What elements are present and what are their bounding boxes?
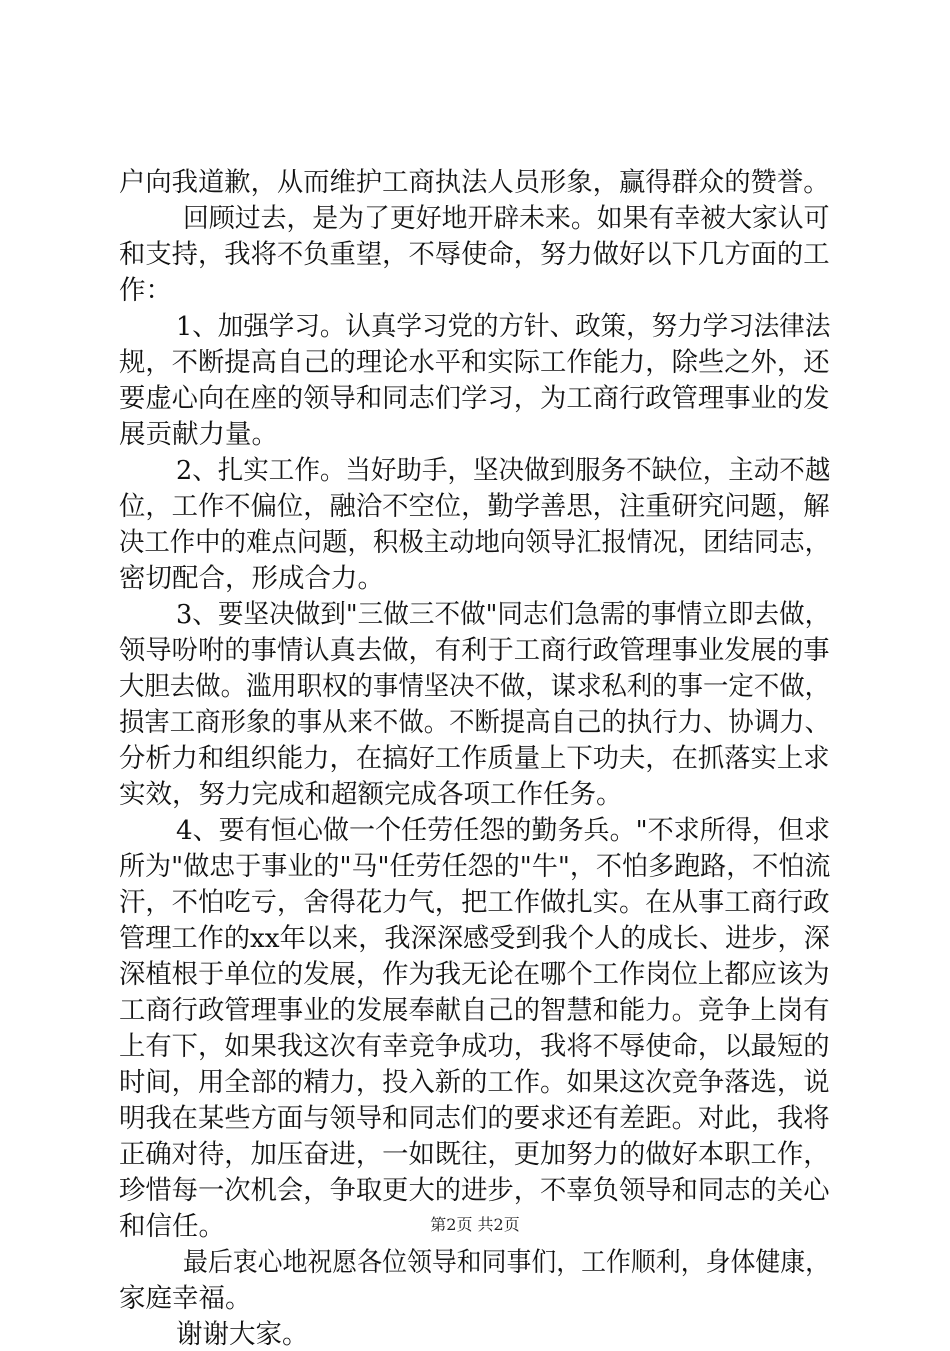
text-line: 和支持，我将不负重望，不辱使命，努力做好以下几方面的工 (119, 239, 830, 270)
text-line: 分析力和组织能力，在搞好工作质量上下功夫，在抓落实上求 (119, 743, 830, 774)
text-line: 谢谢大家。 (176, 1319, 309, 1350)
text-line: 规，不断提高自己的理论水平和实际工作能力，除些之外，还 (119, 347, 830, 378)
text-line: 领导吩咐的事情认真去做，有利于工商行政管理事业发展的事 (119, 635, 830, 666)
text-line: 所为"做忠于事业的"马"任劳任怨的"牛"，不怕多跑路，不怕流 (119, 851, 831, 882)
text-line: 明我在某些方面与领导和同志们的要求还有差距。对此，我将 (119, 1103, 830, 1134)
text-line: 正确对待，加压奋进，一如既往，更加努力的做好本职工作， (119, 1139, 830, 1170)
text-line: 珍惜每一次机会，争取更大的进步，不辜负领导和同志的关心 (119, 1175, 830, 1206)
text-line: 2、扎实工作。当好助手，坚决做到服务不缺位，主动不越 (176, 455, 831, 486)
page-number-footer: 第2页 共2页 (430, 1215, 520, 1234)
text-line: 决工作中的难点问题，积极主动地向领导汇报情况，团结同志， (119, 527, 830, 558)
text-line: 工商行政管理事业的发展奉献自己的智慧和能力。竞争上岗有 (119, 995, 830, 1026)
text-line: 1、加强学习。认真学习党的方针、政策，努力学习法律法 (176, 311, 831, 342)
text-line: 作： (119, 275, 172, 306)
text-line: 要虚心向在座的领导和同志们学习，为工商行政管理事业的发 (119, 383, 830, 414)
text-line: 展贡献力量。 (119, 419, 278, 450)
text-line: 最后衷心地祝愿各位领导和同事们，工作顺利，身体健康， (183, 1247, 830, 1278)
text-line: 管理工作的xx年以来，我深深感受到我个人的成长、进步，深 (119, 923, 830, 954)
text-line: 实效，努力完成和超额完成各项工作任务。 (119, 779, 623, 810)
text-line: 汗，不怕吃亏，舍得花力气，把工作做扎实。在从事工商行政 (119, 887, 830, 918)
text-line: 家庭幸福。 (119, 1283, 252, 1314)
text-line: 上有下，如果我这次有幸竞争成功，我将不辱使命，以最短的 (119, 1031, 830, 1062)
text-line: 时间，用全部的精力，投入新的工作。如果这次竞争落选，说 (119, 1067, 830, 1098)
text-line: 损害工商形象的事从来不做。不断提高自己的执行力、协调力、 (119, 707, 830, 738)
text-line: 深植根于单位的发展，作为我无论在哪个工作岗位上都应该为 (119, 959, 830, 990)
text-line: 户向我道歉，从而维护工商执法人员形象，赢得群众的赞誉。 (119, 167, 830, 198)
text-line: 回顾过去，是为了更好地开辟未来。如果有幸被大家认可 (183, 203, 830, 234)
text-line: 4、要有恒心做一个任劳任怨的勤务兵。"不求所得，但求 (176, 815, 831, 846)
text-line: 位，工作不偏位，融洽不空位，勤学善思，注重研究问题，解 (119, 491, 830, 522)
text-line: 3、要坚决做到"三做三不做"同志们急需的事情立即去做， (176, 599, 831, 630)
text-line: 和信任。 (119, 1211, 225, 1242)
text-line: 密切配合，形成合力。 (119, 563, 384, 594)
text-line: 大胆去做。滥用职权的事情坚决不做，谋求私利的事一定不做， (119, 671, 830, 702)
